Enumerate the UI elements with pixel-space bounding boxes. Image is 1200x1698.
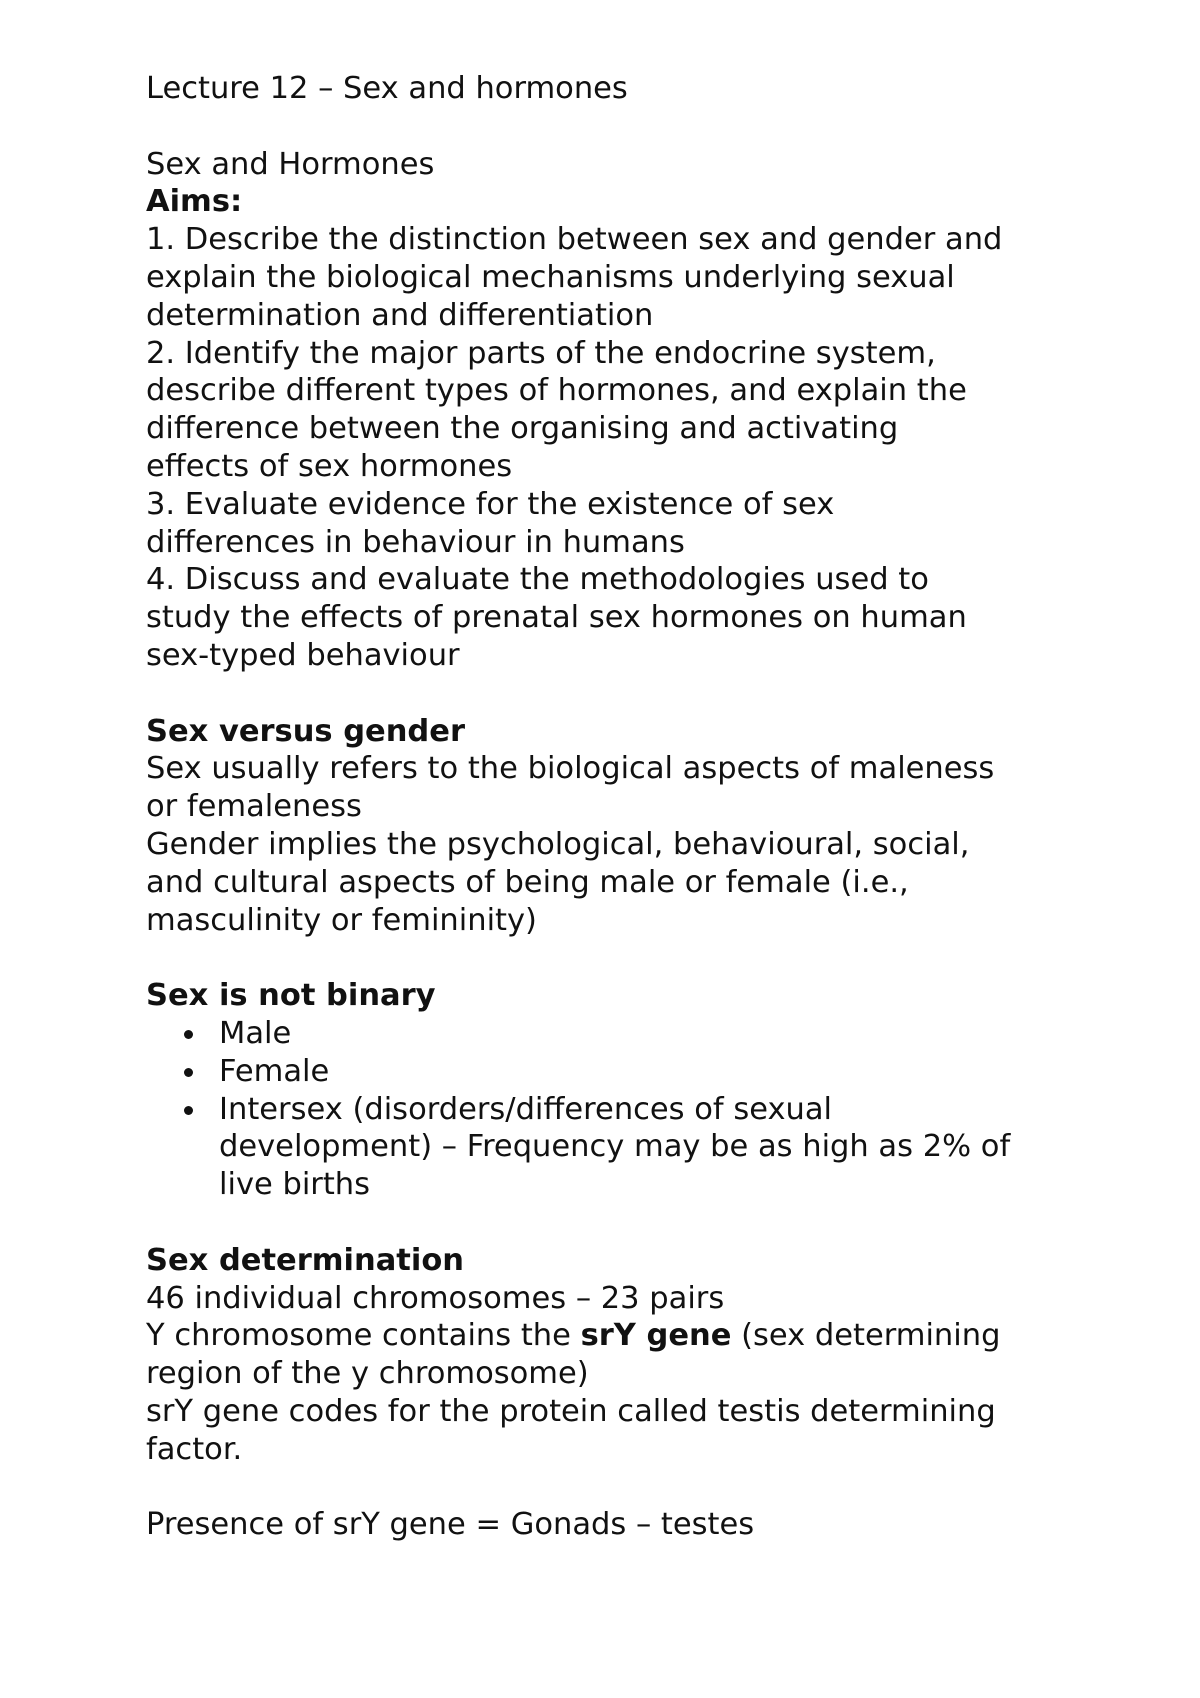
aims-line: 1. Describe the distinction between sex and gender and (146, 222, 1003, 258)
sex-vs-gender-heading: Sex versus gender (146, 713, 465, 749)
sex-determination-line: srY gene codes for the protein called testis determining (146, 1393, 996, 1429)
list-item-text: Intersex (disorders/differences of sexual (219, 1091, 833, 1127)
sex-not-binary-heading: Sex is not binary (146, 978, 436, 1014)
list-item-text: live births (219, 1167, 371, 1203)
bullet-icon (184, 1030, 193, 1039)
spacer (146, 939, 1086, 977)
sex-determination-line: factor. (146, 1431, 243, 1467)
list-item-text: development) – Frequency may be as high as 2% of (219, 1129, 1011, 1165)
aims-line: differences in behaviour in humans (146, 524, 685, 560)
sex-vs-gender-line: and cultural aspects of being male or female (i.e., (146, 864, 909, 900)
list-item (146, 1091, 1086, 1204)
sex-determination-line (146, 1317, 1086, 1355)
list-item (146, 1015, 1086, 1053)
list-item-text: Female (219, 1053, 330, 1089)
aims-line: difference between the organising and activating (146, 411, 899, 447)
sry-sentence-start: Y chromosome contains the (146, 1318, 581, 1354)
document-page (146, 70, 1086, 1544)
aims-line: sex-typed behaviour (146, 637, 460, 673)
aims-line: 2. Identify the major parts of the endocrine system, (146, 335, 936, 371)
aims-heading: Aims: (146, 184, 243, 220)
sex-categories-list (146, 1015, 1086, 1204)
sex-vs-gender-line: Gender implies the psychological, behavioural, social, (146, 826, 970, 862)
sex-determination-line: region of the y chromosome) (146, 1356, 589, 1392)
aims-line: describe different types of hormones, and explain the (146, 373, 967, 409)
sry-gene-term: srY gene (580, 1318, 732, 1354)
bullet-icon (184, 1068, 193, 1077)
sry-sentence-end: (sex determining (731, 1318, 1001, 1354)
aims-line: study the effects of prenatal sex hormones on human (146, 600, 967, 636)
aims-line: 3. Evaluate evidence for the existence of sex (146, 486, 835, 522)
presence-line: Presence of srY gene = Gonads – testes (146, 1507, 755, 1543)
bullet-icon (184, 1106, 193, 1115)
spacer (146, 108, 1086, 146)
sex-vs-gender-line: or femaleness (146, 789, 362, 825)
spacer (146, 1468, 1086, 1506)
spacer (146, 675, 1086, 713)
aims-line: explain the biological mechanisms underlying sexual (146, 259, 955, 295)
aims-line: determination and differentiation (146, 297, 654, 333)
list-item (146, 1053, 1086, 1091)
sex-determination-line: 46 individual chromosomes – 23 pairs (146, 1280, 725, 1316)
list-item-text: Male (219, 1015, 292, 1051)
aims-line: 4. Discuss and evaluate the methodologies used to (146, 562, 929, 598)
sex-vs-gender-line: masculinity or femininity) (146, 902, 537, 938)
lecture-title: Lecture 12 – Sex and hormones (146, 71, 628, 106)
topic-title: Sex and Hormones (146, 146, 435, 182)
sex-vs-gender-line: Sex usually refers to the biological aspects of maleness (146, 751, 995, 787)
aims-list (146, 221, 1086, 675)
sex-determination-heading: Sex determination (146, 1242, 465, 1278)
spacer (146, 1204, 1086, 1242)
aims-line: effects of sex hormones (146, 448, 513, 484)
